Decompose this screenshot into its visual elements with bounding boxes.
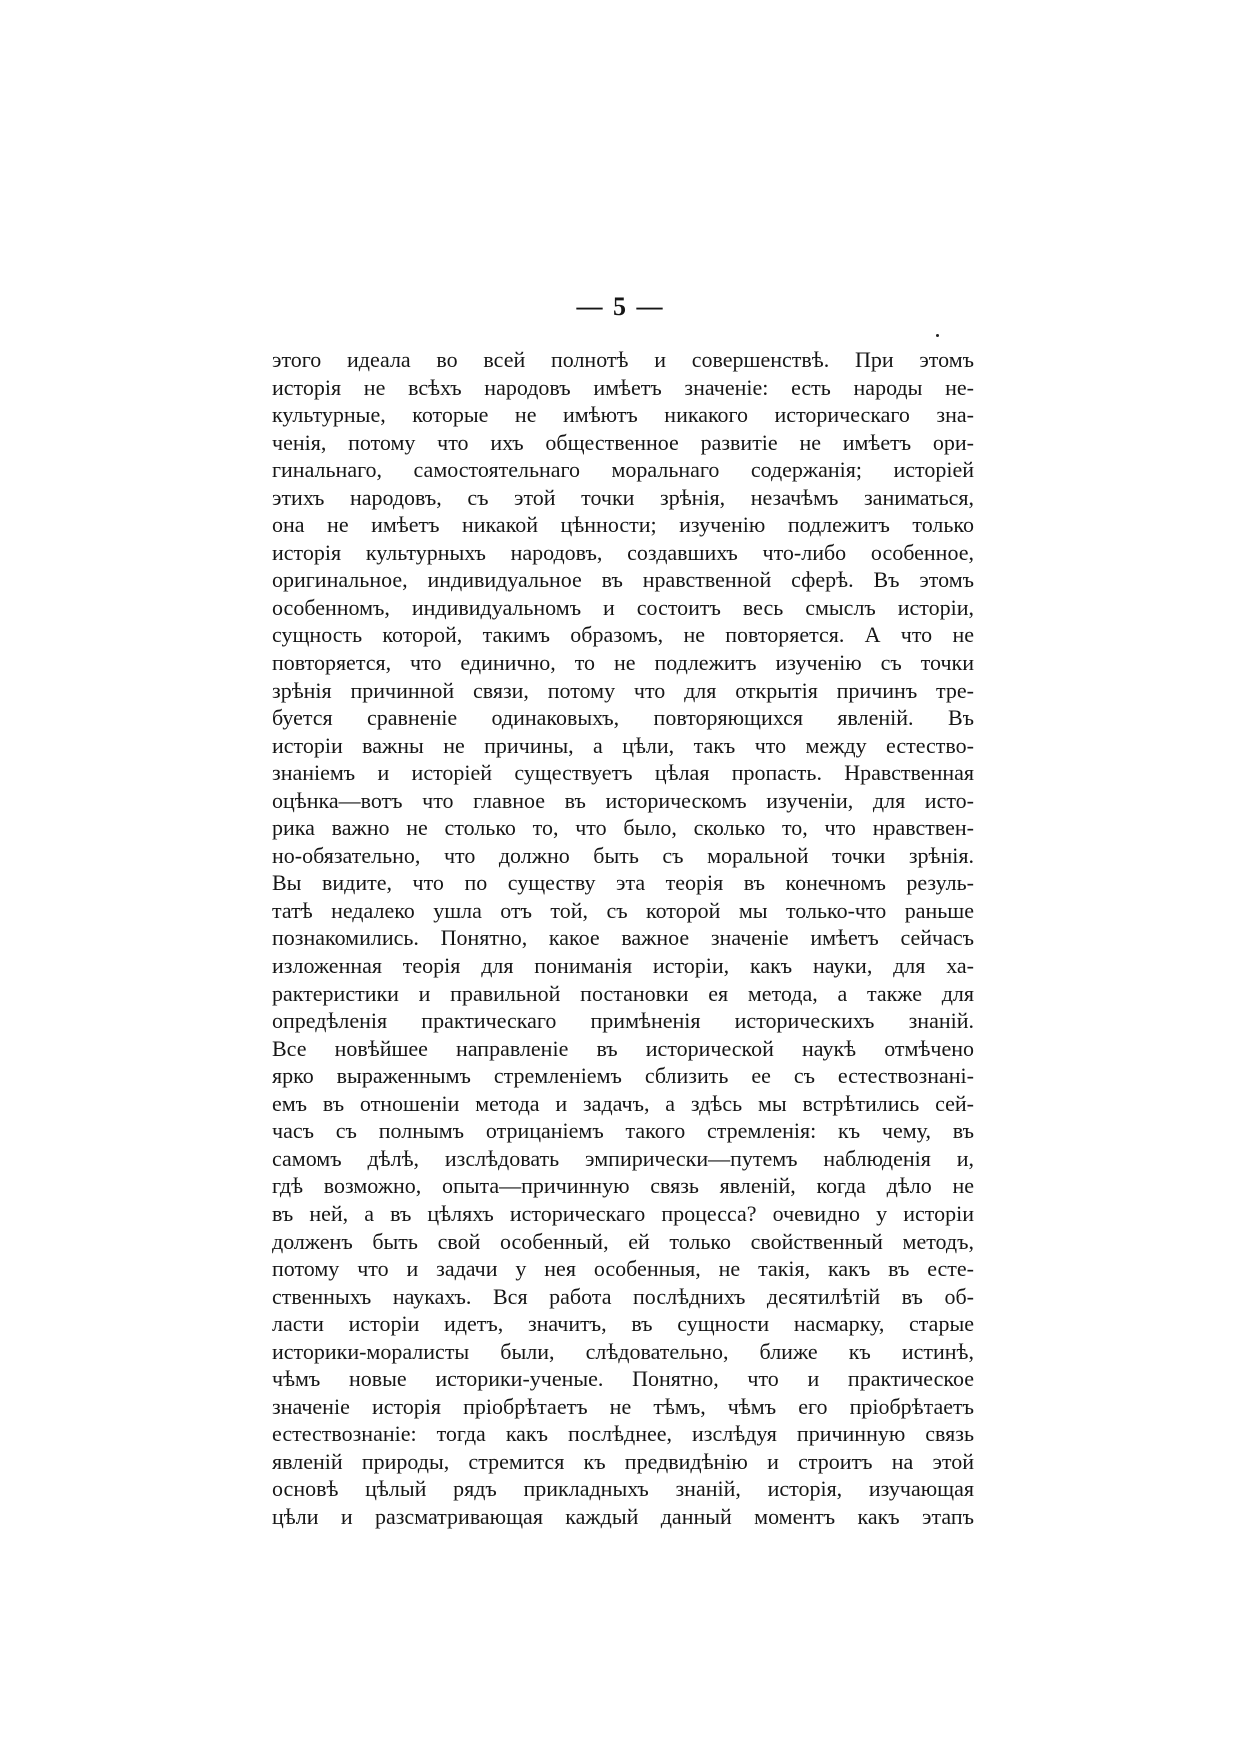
text-line: Вы видите, что по существу эта теорія въ конечномъ резуль-: [272, 870, 974, 896]
text-line: историки-моралисты были, слѣдовательно, ближе къ истинѣ,: [272, 1338, 974, 1364]
body-text: [272, 346, 974, 1531]
text-line: татѣ недалеко ушла отъ той, съ которой мы только-что раньше: [272, 897, 974, 923]
text-line: изложенная теорія для пониманія исторіи, какъ науки, для ха-: [272, 953, 974, 979]
print-speck: [936, 334, 939, 337]
text-line: рактеристики и правильной постановки ея метода, а также для: [272, 980, 974, 1006]
text-line: познакомились. Понятно, какое важное значеніе имѣетъ сейчасъ: [272, 925, 974, 951]
text-line: Все новѣйшее направленіе въ исторической наукѣ отмѣчено: [272, 1035, 974, 1061]
text-line: самомъ дѣлѣ, изслѣдовать эмпирически—путемъ наблюденія и,: [272, 1145, 974, 1171]
text-line: сущность которой, такимъ образомъ, не повторяется. А что не: [272, 622, 974, 648]
text-line: но-обязательно, что должно быть съ моральной точки зрѣнія.: [272, 842, 974, 868]
text-line: оригинальное, индивидуальное въ нравственной сферѣ. Въ этомъ: [272, 567, 974, 593]
text-line: потому что и задачи у нея особенныя, не такія, какъ въ есте-: [272, 1256, 974, 1282]
text-line: этихъ народовъ, съ этой точки зрѣнія, незачѣмъ заниматься,: [272, 484, 974, 510]
text-line: чѣмъ новые историки-ученые. Понятно, что и практическое: [272, 1366, 974, 1392]
text-line: культурные, которые не имѣютъ никакого историческаго зна-: [272, 402, 974, 428]
text-line: повторяется, что единично, то не подлежитъ изученію съ точки: [272, 650, 974, 676]
text-line: долженъ быть свой особенный, ей только свойственный методъ,: [272, 1228, 974, 1254]
text-line: этого идеала во всей полнотѣ и совершенствѣ. При этомъ: [272, 347, 974, 372]
text-line: ярко выраженнымъ стремленіемъ сблизить ее съ естествознані-: [272, 1063, 974, 1089]
text-line: исторіи важны не причины, а цѣли, такъ что между естество-: [272, 732, 974, 758]
text-line: естествознаніе: тогда какъ послѣднее, изслѣдуя причинную связь: [272, 1421, 974, 1447]
text-line: ственныхъ наукахъ. Вся работа послѣднихъ десятилѣтій въ об-: [272, 1283, 974, 1309]
text-line: основѣ цѣлый рядъ прикладныхъ знаній, исторія, изучающая: [272, 1476, 974, 1502]
text-line: зрѣнія причинной связи, потому что для открытія причинъ тре-: [272, 677, 974, 703]
text-line: она не имѣетъ никакой цѣнности; изученію подлежитъ только: [272, 512, 974, 538]
text-line: гинальнаго, самостоятельнаго моральнаго содержанія; исторіей: [272, 457, 974, 483]
text-line: гдѣ возможно, опыта—причинную связь явленій, когда дѣло не: [272, 1173, 974, 1199]
text-line: часъ съ полнымъ отрицаніемъ такого стремленія: къ чему, въ: [272, 1118, 974, 1144]
text-line: опредѣленія практическаго примѣненія историческихъ знаній.: [272, 1008, 974, 1034]
page-number: — 5 —: [576, 292, 665, 321]
text-line: ченія, потому что ихъ общественное развитіе не имѣетъ ори-: [272, 429, 974, 455]
text-line: ласти исторіи идетъ, значитъ, въ сущности насмарку, старые: [272, 1311, 974, 1337]
text-line: исторія культурныхъ народовъ, создавшихъ что-либо особенное,: [272, 539, 974, 565]
text-line: явленій природы, стремится къ предвидѣнію и строитъ на этой: [272, 1448, 974, 1474]
text-line: исторія не всѣхъ народовъ имѣетъ значеніе: есть народы не-: [272, 374, 974, 400]
text-line: емъ въ отношеніи метода и задачъ, а здѣсь мы встрѣтились сей-: [272, 1090, 974, 1116]
text-line: въ ней, а въ цѣляхъ историческаго процесса? очевидно у исторіи: [272, 1200, 974, 1226]
text-line: рика важно не столько то, что было, сколько то, что нравствен-: [272, 815, 974, 841]
text-line: знаніемъ и исторіей существуетъ цѣлая пропасть. Нравственная: [272, 760, 974, 786]
text-line: цѣли и разсматривающая каждый данный моментъ какъ этапъ: [272, 1503, 974, 1529]
text-line: особенномъ, индивидуальномъ и состоитъ весь смыслъ исторіи,: [272, 594, 974, 620]
text-line: буется сравненіе одинаковыхъ, повторяющихся явленій. Въ: [272, 705, 974, 731]
text-line: оцѣнка—вотъ что главное въ историческомъ изученіи, для исто-: [272, 787, 974, 813]
text-line: значеніе исторія пріобрѣтаетъ не тѣмъ, чѣмъ его пріобрѣтаетъ: [272, 1393, 974, 1419]
